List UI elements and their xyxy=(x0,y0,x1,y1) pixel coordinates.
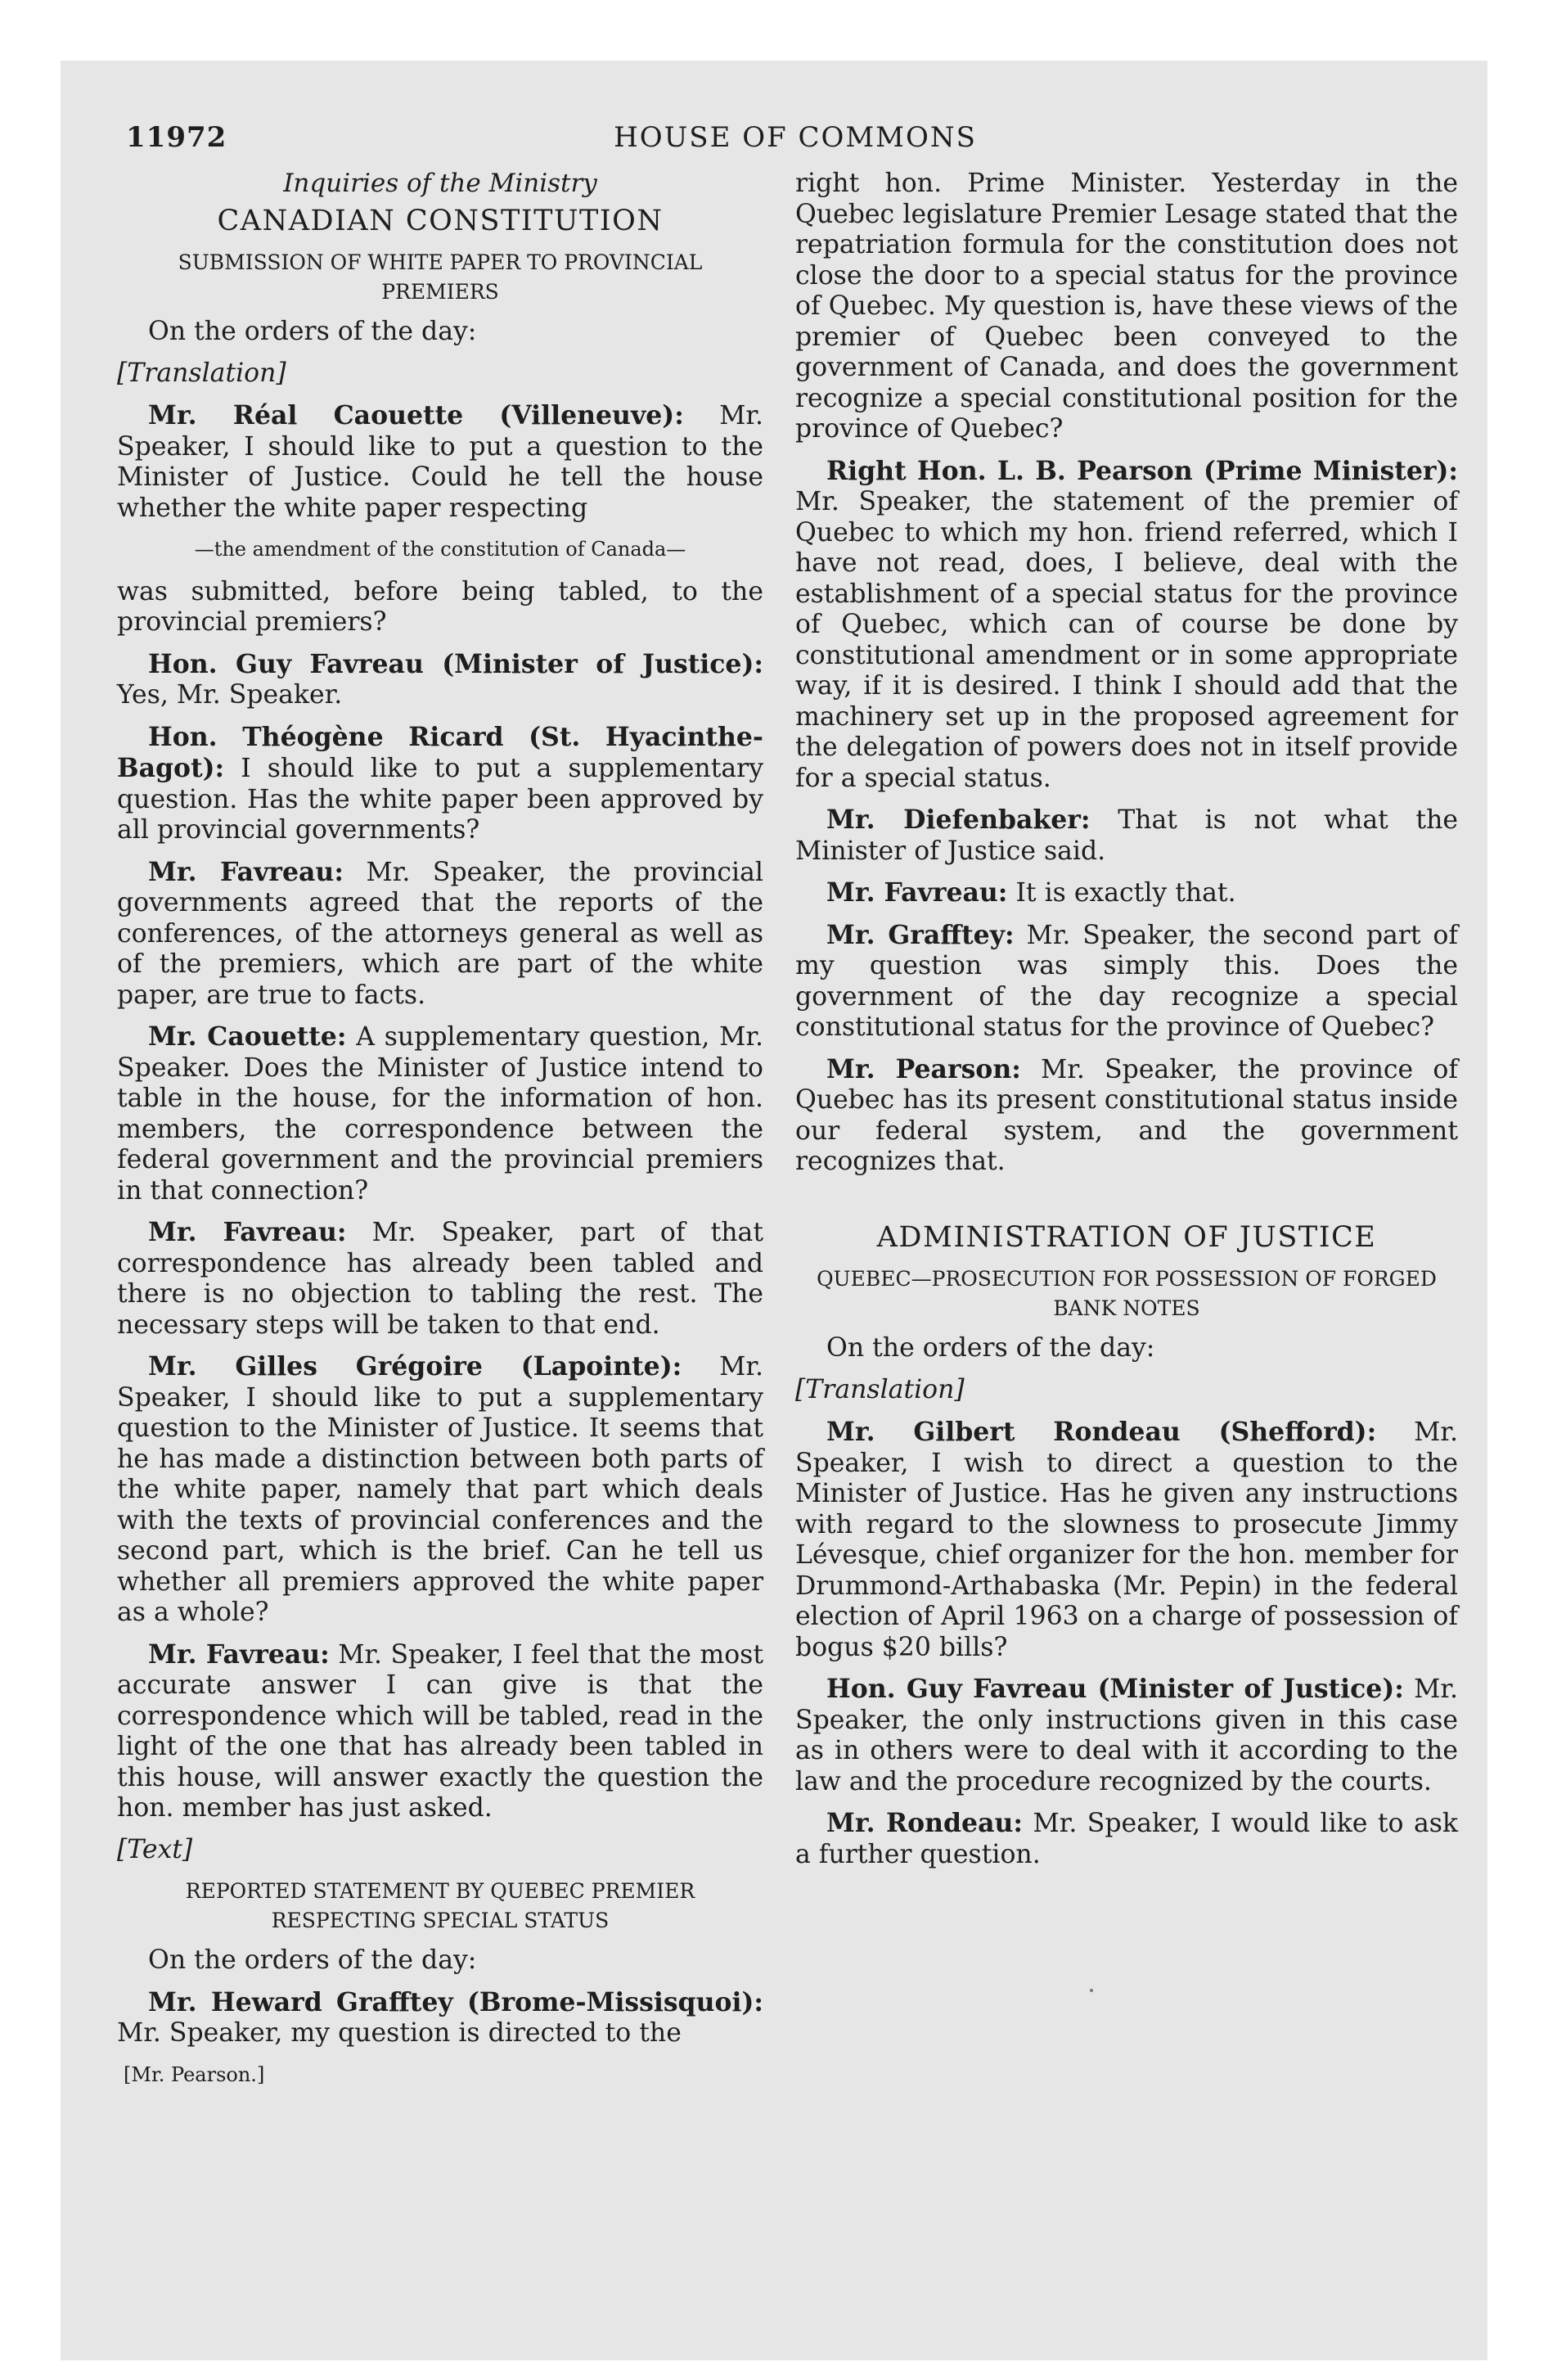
translation-tag: [Translation] xyxy=(117,358,286,388)
page-footer-note: [Mr. Pearson.] xyxy=(124,2062,265,2086)
speech-text: Yes, Mr. Speaker. xyxy=(117,680,343,710)
speaker-name: Mr. Caouette: xyxy=(148,1021,347,1052)
speaker-name: Mr. Pearson: xyxy=(826,1053,1021,1084)
speech-text: Mr. Speaker, I feel that the most accurate answer I can give is that the correspondence which will be tabled, read in the light of the one that has already been tabled in this house, will answer exactly the question the hon. member has just asked. xyxy=(117,1639,763,1823)
speaker-name: Mr. Favreau: xyxy=(826,877,1008,908)
speaker-name: Mr. Diefenbaker: xyxy=(826,805,1091,835)
speech-caouette-1 xyxy=(117,400,763,524)
section-title-canadian-constitution: CANADIAN CONSTITUTION xyxy=(217,204,664,237)
speech-text: Mr. Speaker, the statement of the premier of Quebec to which my hon. friend referred, which I have not read, does, I believe, deal with the establishment of a special status for the province of Quebec, which can of course be done by constitutional amendment or in some appropriate way, if it is desired. I think I should add that the machinery set up in the proposed agreement for the delegation of powers does not in itself provide for a special status. xyxy=(795,487,1458,793)
subsection-title-special-status: REPORTED STATEMENT BY QUEBEC PREMIER RESPECTING SPECIAL STATUS xyxy=(185,1879,695,1932)
orders-of-the-day: On the orders of the day: xyxy=(826,1333,1155,1363)
speech-grafftey-1 xyxy=(117,1987,763,2049)
speaker-name: Hon. Guy Favreau (Minister of Justice): xyxy=(826,1674,1404,1704)
speech-favreau-4 xyxy=(117,1639,763,1824)
speaker-name: Mr. Favreau: xyxy=(148,856,344,887)
speech-text: A supplementary question, Mr. Speaker. Does the Minister of Justice intend to table in the house, for the information of hon. members, the correspondence between the federal government and the provincial premiers in that connection? xyxy=(117,1022,764,1206)
section-title-administration-of-justice: ADMINISTRATION OF JUSTICE xyxy=(876,1220,1377,1254)
speaker-name: Mr. Gilles Grégoire (Lapointe): xyxy=(148,1351,682,1382)
orders-of-the-day: On the orders of the day: xyxy=(148,1945,477,1975)
speaker-name: Mr. Favreau: xyxy=(148,1639,330,1670)
speech-caouette-2 xyxy=(117,1021,763,1206)
speech-text: Mr. Speaker, the second part of my question was simply this. Does the government of the day recognize a special constitutional status for the province of Quebec? xyxy=(795,920,1458,1042)
speech-text: Mr. Speaker, the provincial governments agreed that the reports of the conferences, of the attorneys general as well as of the premiers, which are part of the white paper, are true to facts. xyxy=(117,857,763,1010)
speech-diefenbaker xyxy=(795,805,1458,867)
subsection-title-forged-bank-notes: QUEBEC—PROSECUTION FOR POSSESSION OF FORGED BANK NOTES xyxy=(817,1267,1437,1320)
speech-text: Mr. Speaker, my question is directed to the xyxy=(117,2018,682,2048)
speech-text: That is not what the Minister of Justice said. xyxy=(795,805,1459,866)
speaker-name: Hon. Guy Favreau (Minister of Justice): xyxy=(148,648,763,679)
speaker-name: Hon. Théogène Ricard (St. Hyacinthe-Bagot): xyxy=(117,721,763,783)
speech-favreau-5 xyxy=(795,877,1458,909)
speech-grafftey-2 xyxy=(795,920,1458,1044)
quoted-title: —the amendment of the constitution of Canada— xyxy=(194,538,686,561)
ministry-heading: Inquiries of the Ministry xyxy=(283,169,597,198)
speaker-name: Mr. Gilbert Rondeau (Shefford): xyxy=(826,1417,1377,1447)
speech-text: Mr. Speaker, the only instructions given in this case as in others were to deal with it according to the law and the procedure recognized by the courts. xyxy=(795,1675,1458,1796)
speech-continuation: was submitted, before being tabled, to the provincial premiers? xyxy=(117,576,763,637)
print-speck xyxy=(1090,1989,1093,1992)
speech-rondeau-1 xyxy=(795,1417,1458,1663)
speech-favreau-1 xyxy=(117,649,763,711)
speech-text: It is exactly that. xyxy=(1015,878,1236,908)
speech-grafftey-continuation: right hon. Prime Minister. Yesterday in the Quebec legislature Premier Lesage stated that the repatriation formula for the constitution does not close the door to a special status for the province of Quebec. My question is, have these views of the premier of Quebec been conveyed to the government of Canada, and does the government recognize a special constitutional position for the province of Quebec? xyxy=(795,169,1458,444)
speech-pearson-2 xyxy=(795,1054,1458,1178)
speech-favreau-3 xyxy=(117,1217,763,1341)
speech-rondeau-2 xyxy=(795,1808,1458,1870)
speech-favreau-6 xyxy=(795,1674,1458,1797)
running-title: HOUSE OF COMMONS xyxy=(614,121,977,154)
speech-pearson-1 xyxy=(795,456,1458,795)
speech-text: Mr. Speaker, part of that correspondence has already been tabled and there is no objection to tabling the rest. The necessary steps will be taken to that end. xyxy=(117,1218,763,1340)
speech-favreau-2 xyxy=(117,857,763,1012)
page-number: 11972 xyxy=(126,121,227,154)
right-column xyxy=(795,169,1458,1881)
speaker-name: Right Hon. L. B. Pearson (Prime Minister): xyxy=(826,455,1458,486)
speaker-name: Mr. Heward Grafftey (Brome-Missisquoi): xyxy=(148,1986,763,2017)
text-tag: [Text] xyxy=(117,1834,193,1864)
speech-ricard xyxy=(117,722,763,846)
speaker-name: Mr. Favreau: xyxy=(148,1217,347,1247)
speech-text: Mr. Speaker, I should like to put a supplementary question to the Minister of Justice. It seems that he has made a distinction between both parts of the white paper, namely that part which deals with the texts of provincial conferences and the second part, which is the brief. Can he tell us whether all premiers approved the white paper as a whole? xyxy=(117,1352,763,1627)
speech-text: Mr. Speaker, the province of Quebec has its present constitutional status inside our federal system, and the government recognizes that. xyxy=(795,1054,1458,1176)
speech-gregoire xyxy=(117,1351,763,1629)
translation-tag: [Translation] xyxy=(795,1374,965,1404)
speech-text: Mr. Speaker, I wish to direct a question to the Minister of Justice. Has he given any instructions with regard to the slowness to prosecute Jimmy Lévesque, chief organizer for the hon. member for Drummond-Arthabaska (Mr. Pepin) in the federal election of April 1963 on a charge of possession of bogus $20 bills? xyxy=(795,1418,1458,1662)
left-column xyxy=(117,169,763,2090)
page-header xyxy=(126,121,1465,167)
speaker-name: Mr. Réal Caouette (Villeneuve): xyxy=(148,400,684,430)
speech-text: Mr. Speaker, I should like to put a question to the Minister of Justice. Could he tell the house whether the white paper respecting xyxy=(117,401,763,523)
speaker-name: Mr. Grafftey: xyxy=(826,919,1015,950)
speech-text: I should like to put a supplementary question. Has the white paper been approved by all provincial governments? xyxy=(117,754,763,845)
subsection-title-white-paper: SUBMISSION OF WHITE PAPER TO PROVINCIAL PREMIERS xyxy=(178,250,703,304)
speech-text: Mr. Speaker, I would like to ask a further question. xyxy=(795,1809,1458,1869)
speaker-name: Mr. Rondeau: xyxy=(826,1808,1024,1838)
orders-of-the-day: On the orders of the day: xyxy=(148,317,477,346)
